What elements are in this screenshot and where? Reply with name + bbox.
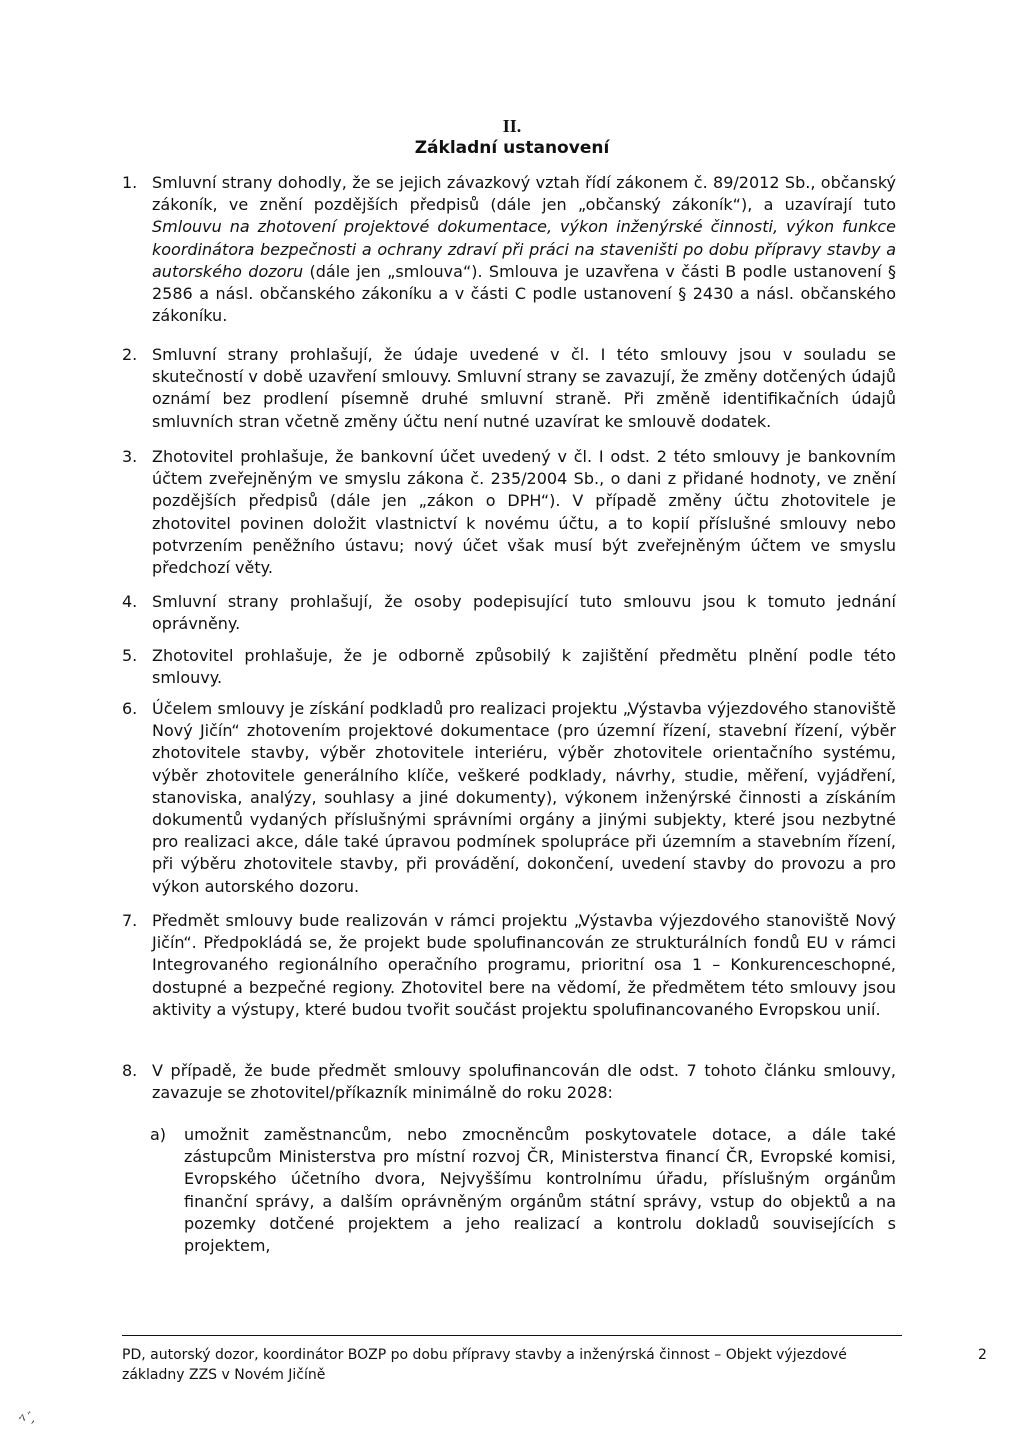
clause-number: 3. (122, 447, 138, 466)
clause-number: 7. (122, 911, 138, 930)
clause-text: Smluvní strany prohlašují, že údaje uvedené v čl. I této smlouvy jsou v souladu se skutečností v době uzavření smlouvy. Smluvní strany se zavazují, že změny dotčených údajů oznámí bez prodlení písemně druhé smluvní straně. Při změně identifikačních údajů smluvních stran včetně změny účtu není nutné uzavírat ke smlouvě dodatek. (152, 345, 896, 431)
section-title: Základní ustanovení (414, 138, 610, 158)
page-number: 2 (978, 1347, 987, 1363)
clause-5 (122, 645, 896, 689)
clause-number: 5. (122, 646, 138, 665)
section-number: II. (502, 116, 522, 136)
footer-divider (122, 1335, 902, 1336)
clause-text: Zhotovitel prohlašuje, že je odborně způsobilý k zajištění předmětu plnění podle této smlouvy. (152, 646, 896, 688)
contract-title: Smlouvu na zhotovení projektové dokumentace, výkon inženýrské činnosti, výkon funkce koordinátora bezpečnosti a ochrany zdraví při práci na staveništi po dobu přípravy stavby a autorského dozoru (152, 217, 896, 281)
clause-text: Účelem smlouvy je získání podkladů pro realizaci projektu „Výstavba výjezdového stanoviště Nový Jičín“ zhotovením projektové dokumentace (pro územní řízení, stavební řízení, výběr zhotovitele stavby, výběr zhotovitele interiéru, výběr zhotovitele orientačního systému, výběr zhotovitele generálního klíče, veškeré podklady, návrhy, studie, měření, vyjádření, stanoviska, analýzy, souhlasy a jiné dokumenty), výkonem inženýrské činnosti a získáním dokumentů vydaných příslušnými správními orgány a jinými subjekty, které jsou nezbytné pro realizaci akce, dále také úpravou podmínek spolupráce při územním a stavebním řízení, při výběru zhotovitele stavby, při provádění, dokončení, uvedení stavby do provozu a pro výkon autorského dozoru. (152, 699, 896, 896)
clause-3 (122, 446, 896, 579)
clause-text: Zhotovitel prohlašuje, že bankovní účet uvedený v čl. I odst. 2 této smlouvy je bankovním účtem zveřejněným ve smyslu zákona č. 235/2004 Sb., o dani z přidané hodnoty, ve znění pozdějších předpisů (dále jen „zákon o DPH“). V případě změny účtu zhotovitele je zhotovitel povinen doložit vlastnictví k novému účtu, a to kopií příslušné smlouvy nebo potvrzením peněžního ústavu; nový účet však musí být zveřejněným účtem ve smyslu předchozí věty. (152, 447, 896, 578)
clause-text: Smluvní strany dohodly, že se jejich závazkový vztah řídí zákonem č. 89/2012 Sb., občanský zákoník, ve znění pozdějších předpisů (dále jen „občanský zákoník“), a uzavírají tuto Smlouvu na zhotovení projektové dokumentace, výkon inženýrské činnosti, výkon funkce koordinátora bezpečnosti a ochrany zdraví při práci na staveništi po dobu přípravy stavby a autorského dozoru (dále jen „smlouva“). Smlouva je uzavřena v části B podle ustanovení § 2586 a násl. občanského zákoníku a v části C podle ustanovení § 2430 a násl. občanského zákoníku. (152, 173, 896, 326)
clause-text: Předmět smlouvy bude realizován v rámci projektu „Výstavba výjezdového stanoviště Nový Jičín“. Předpokládá se, že projekt bude spolufinancován ze strukturálních fondů EU v rámci Integrovaného regionálního operačního programu, prioritní osa 1 – Konkurenceschopné, dostupné a bezpečné regiony. Zhotovitel bere na vědomí, že předmětem této smlouvy jsou aktivity a výstupy, které budou tvořit součást projektu spolufinancovaného Evropskou unií. (152, 911, 896, 1019)
clause-8 (122, 1060, 896, 1104)
clause-number: 4. (122, 592, 138, 611)
clause-7 (122, 910, 896, 1021)
subclause-a (150, 1124, 896, 1257)
clause-text: V případě, že bude předmět smlouvy spolufinancován dle odst. 7 tohoto článku smlouvy, zavazuje se zhotovitel/příkazník minimálně do roku 2028: (152, 1061, 896, 1103)
clause-4 (122, 591, 896, 635)
clause-text: Smluvní strany prohlašují, že osoby podepisující tuto smlouvu jsou k tomuto jednání oprávněny. (152, 592, 896, 634)
clause-number: 1. (122, 173, 138, 192)
footer-text: PD, autorský dozor, koordinátor BOZP po dobu přípravy stavby a inženýrská činnost – Objekt výjezdové základny ZZS v Novém Jičíně (122, 1347, 847, 1383)
clause-6 (122, 698, 896, 898)
clause-2 (122, 344, 896, 433)
clause-number: 2. (122, 345, 138, 364)
clause-1 (122, 172, 896, 327)
subclause-letter: a) (150, 1125, 167, 1144)
handwritten-initials: ﾍﾞ, (18, 1411, 36, 1426)
subclause-text: umožnit zaměstnancům, nebo zmocněncům poskytovatele dotace, a dále také zástupcům Ministerstva pro místní rozvoj ČR, Ministerstva financí ČR, Evropské komisi, Evropského účetního dvora, Nejvyššímu kontrolnímu úřadu, příslušným orgánům finanční správy, a dalším oprávněným orgánům státní správy, vstup do objektů a na pozemky dotčené projektem a jeho realizací a kontrolu dokladů souvisejících s projektem, (184, 1125, 896, 1256)
clause-number: 6. (122, 699, 138, 718)
clause-number: 8. (122, 1061, 138, 1080)
